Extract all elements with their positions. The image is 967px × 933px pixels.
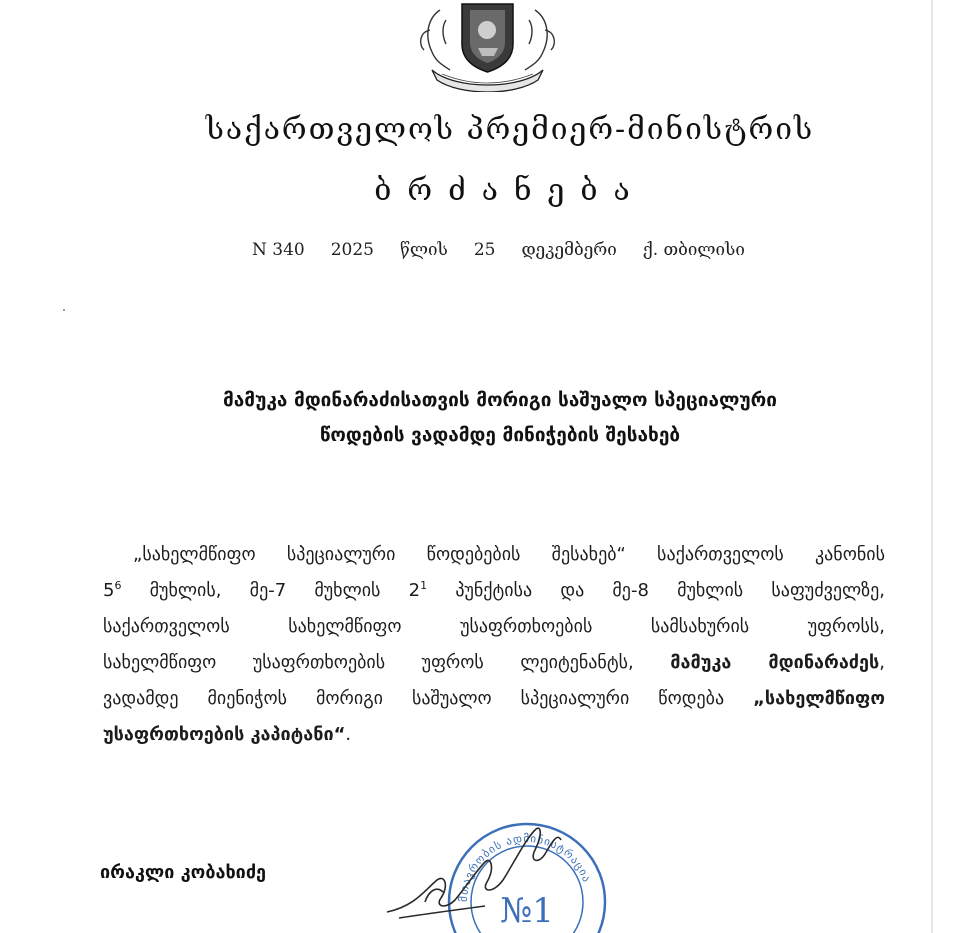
coat-of-arms-emblem — [410, 0, 565, 92]
rank-title-part-1: „სახელმწიფო — [753, 688, 885, 709]
document-meta-line — [252, 240, 745, 260]
point-superscript: 1 — [420, 579, 428, 592]
subject-line-1: მამუკა მდინარაძისათვის მორიგი საშუალო სპეციალური — [222, 389, 777, 411]
body-line-5-part: ვადამდე მიენიჭოს მორიგი საშუალო სპეციალური წოდება — [103, 688, 754, 709]
body-line-4-part: სახელმწიფო უსაფრთხოების უფროს ლეიტენანტს, — [103, 652, 671, 673]
article-superscript: 6 — [114, 579, 122, 592]
order-subject — [100, 383, 900, 453]
document-type-heading: ბრძანება — [374, 173, 646, 208]
signer-name: ირაკლი კობახიძე — [100, 862, 267, 883]
document-month: დეკემბერი — [521, 240, 617, 260]
body-line-4 — [103, 645, 885, 681]
stamp-number: №1 — [500, 891, 554, 931]
rank-title-part-2: უსაფრთხოების კაპიტანი“ — [103, 724, 346, 745]
body-line-4-comma: , — [879, 652, 885, 673]
body-line-1: „სახელმწიფო სპეციალური წოდებების შესახებ“ საქართველოს კანონის — [133, 544, 885, 565]
stamp-ring-text: მთავრობის ადმინისტრაცია — [456, 831, 594, 903]
body-line-5 — [103, 681, 885, 717]
document-year: 2025 — [330, 240, 374, 260]
order-body — [103, 537, 885, 753]
recipient-name: მამუკა მდინარაძეს — [670, 652, 880, 673]
year-word: წლის — [400, 240, 448, 260]
final-period: . — [345, 724, 352, 745]
article-number: 5 — [103, 580, 115, 601]
scan-speck — [63, 309, 65, 311]
official-stamp-with-signature — [385, 810, 615, 933]
subject-line-2: წოდების ვადამდე მინიჭების შესახებ — [319, 424, 681, 446]
body-line-2 — [103, 573, 885, 609]
document-number: N 340 — [252, 240, 305, 260]
body-line-2-end: პუნქტისა და მე-8 მუხლის საფუძველზე, — [427, 580, 886, 601]
document-day: 25 — [473, 240, 496, 260]
body-line-2-part: მუხლის, მე-7 მუხლის 2 — [121, 580, 421, 601]
document-place: ქ. თბილისი — [642, 240, 745, 260]
body-line-6 — [103, 717, 885, 753]
header-title: საქართველოს პრემიერ-მინისტრის — [205, 112, 815, 147]
body-line-3: საქართველოს სახელმწიფო უსაფრთხოების სამსახურის უფროსს, — [103, 616, 885, 637]
